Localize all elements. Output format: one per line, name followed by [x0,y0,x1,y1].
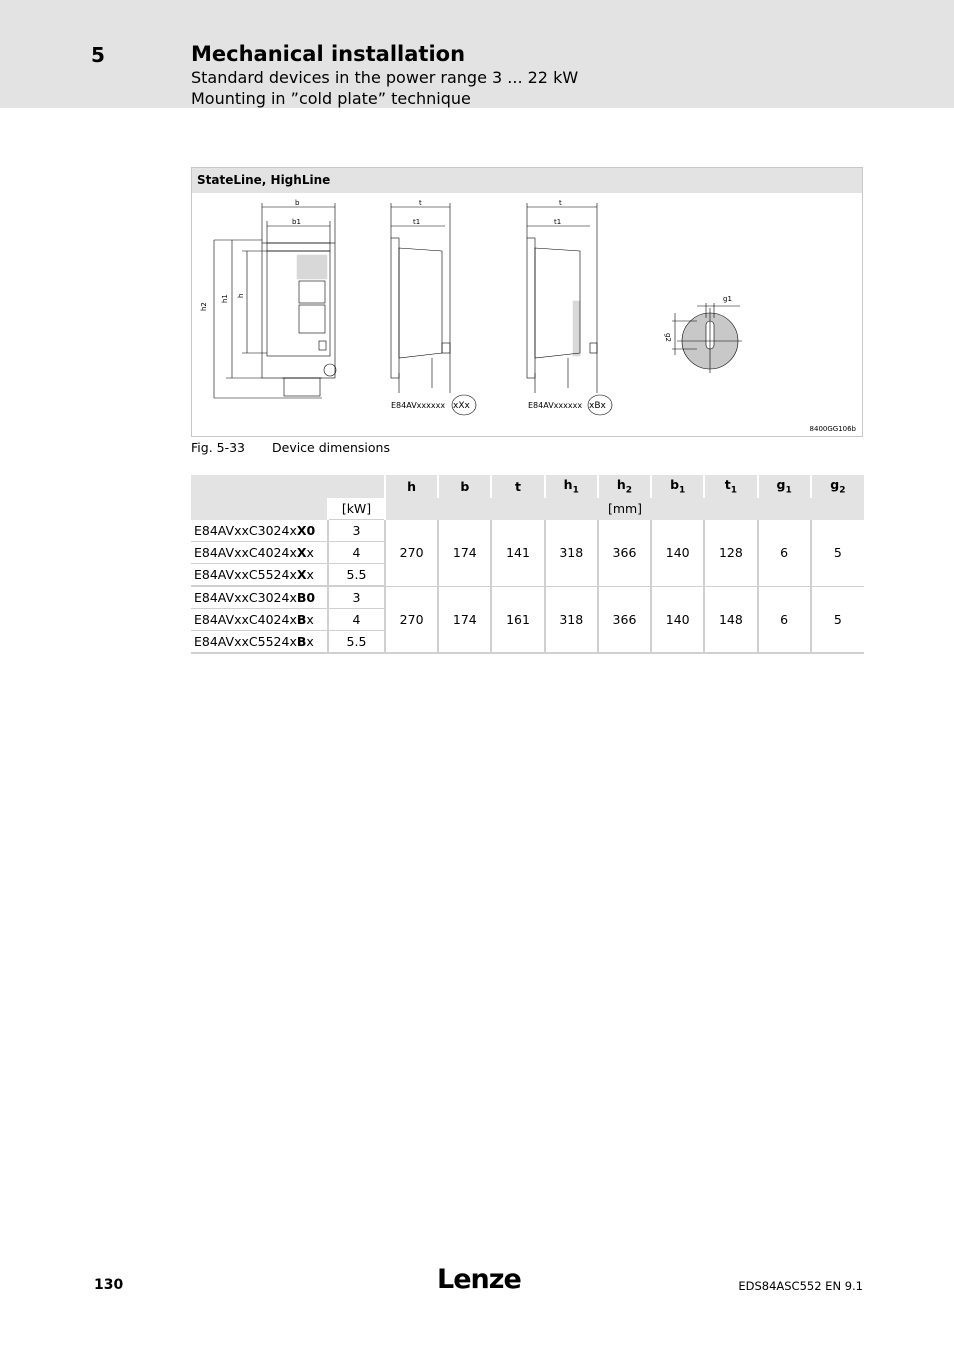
value-b: 174 [438,520,491,587]
table-unit-row [191,498,864,520]
figure-caption-number: Fig. 5-33 [191,440,246,455]
header-h1: $h_1$ [545,475,598,498]
value-h1: 318 [545,520,598,587]
device-label-xx: E84AVxxxxxx [391,401,446,410]
value-t: 161 [491,586,544,653]
header-blank [191,475,385,498]
model-cell: E84AVxxC5524xXx [191,564,328,587]
label-t1-xx: t1 [413,218,421,226]
label-g1: g1 [723,295,732,303]
lenze-logo: Lenze [437,1264,521,1295]
chapter-number: 5 [91,43,105,67]
dimension-drawing [192,193,862,436]
device-suffix-bx: xBx [589,401,606,411]
label-t1-bx: t1 [554,218,562,226]
table-header-row [191,475,864,498]
unit-dims: [mm] [385,498,864,520]
dimensions-table [191,475,864,654]
device-suffix-xx: xXx [453,401,470,411]
value-t1: 148 [704,586,757,653]
value-g1: 6 [758,586,811,653]
side-view-xx [391,199,476,415]
figure-caption-text: Device dimensions [272,440,390,455]
label-h2: h2 [200,302,208,311]
value-b: 174 [438,586,491,653]
label-h1: h1 [221,294,229,303]
value-t1: 128 [704,520,757,587]
header-b1: $b_1$ [651,475,704,498]
value-g1: 6 [758,520,811,587]
model-cell: E84AVxxC3024xX0 [191,520,328,542]
figure-box [191,167,863,437]
unit-blank [191,498,328,520]
header-g2: $g_2$ [811,475,864,498]
model-cell: E84AVxxC4024xXx [191,542,328,564]
power-cell: 3 [328,586,385,609]
value-g2: 5 [811,586,864,653]
model-cell: E84AVxxC4024xBx [191,609,328,631]
model-cell: E84AVxxC3024xB0 [191,586,328,609]
slot-detail [664,295,742,373]
label-b: b [295,199,300,207]
header-t: t [491,475,544,498]
value-h2: 366 [598,586,651,653]
subtitle-power-range: Standard devices in the power range 3 ... 22 kW [191,68,579,87]
figure-heading: StateLine, HighLine [192,168,862,193]
value-b1: 140 [651,520,704,587]
value-h: 270 [385,586,438,653]
model-cell: E84AVxxC5524xBx [191,631,328,654]
header-band [0,0,954,108]
value-g2: 5 [811,520,864,587]
front-view [200,199,336,398]
page-number: 130 [94,1277,124,1293]
header-h2: $h_2$ [598,475,651,498]
power-cell: 3 [328,520,385,542]
value-h: 270 [385,520,438,587]
device-label-bx: E84AVxxxxxx [528,401,583,410]
figure-code: 8400GG106b [809,425,856,433]
value-h2: 366 [598,520,651,587]
unit-power: [kW] [328,498,385,520]
power-cell: 5.5 [328,564,385,587]
side-view-bx [527,199,612,415]
header-g1: $g_1$ [758,475,811,498]
header-h: h [385,475,438,498]
header-b: b [438,475,491,498]
chapter-title: Mechanical installation [191,42,466,66]
label-b1: b1 [292,218,301,226]
table-row [191,520,864,542]
label-t-xx: t [419,199,422,207]
label-h: h [237,293,245,298]
document-id: EDS84ASC552 EN 9.1 [738,1279,863,1293]
value-h1: 318 [545,586,598,653]
subtitle-mounting: Mounting in ”cold plate” technique [191,89,471,108]
table-row [191,586,864,609]
label-g2: g2 [664,333,672,342]
power-cell: 5.5 [328,631,385,654]
label-t-bx: t [559,199,562,207]
value-b1: 140 [651,586,704,653]
value-t: 141 [491,520,544,587]
header-t1: $t_1$ [704,475,757,498]
power-cell: 4 [328,609,385,631]
power-cell: 4 [328,542,385,564]
